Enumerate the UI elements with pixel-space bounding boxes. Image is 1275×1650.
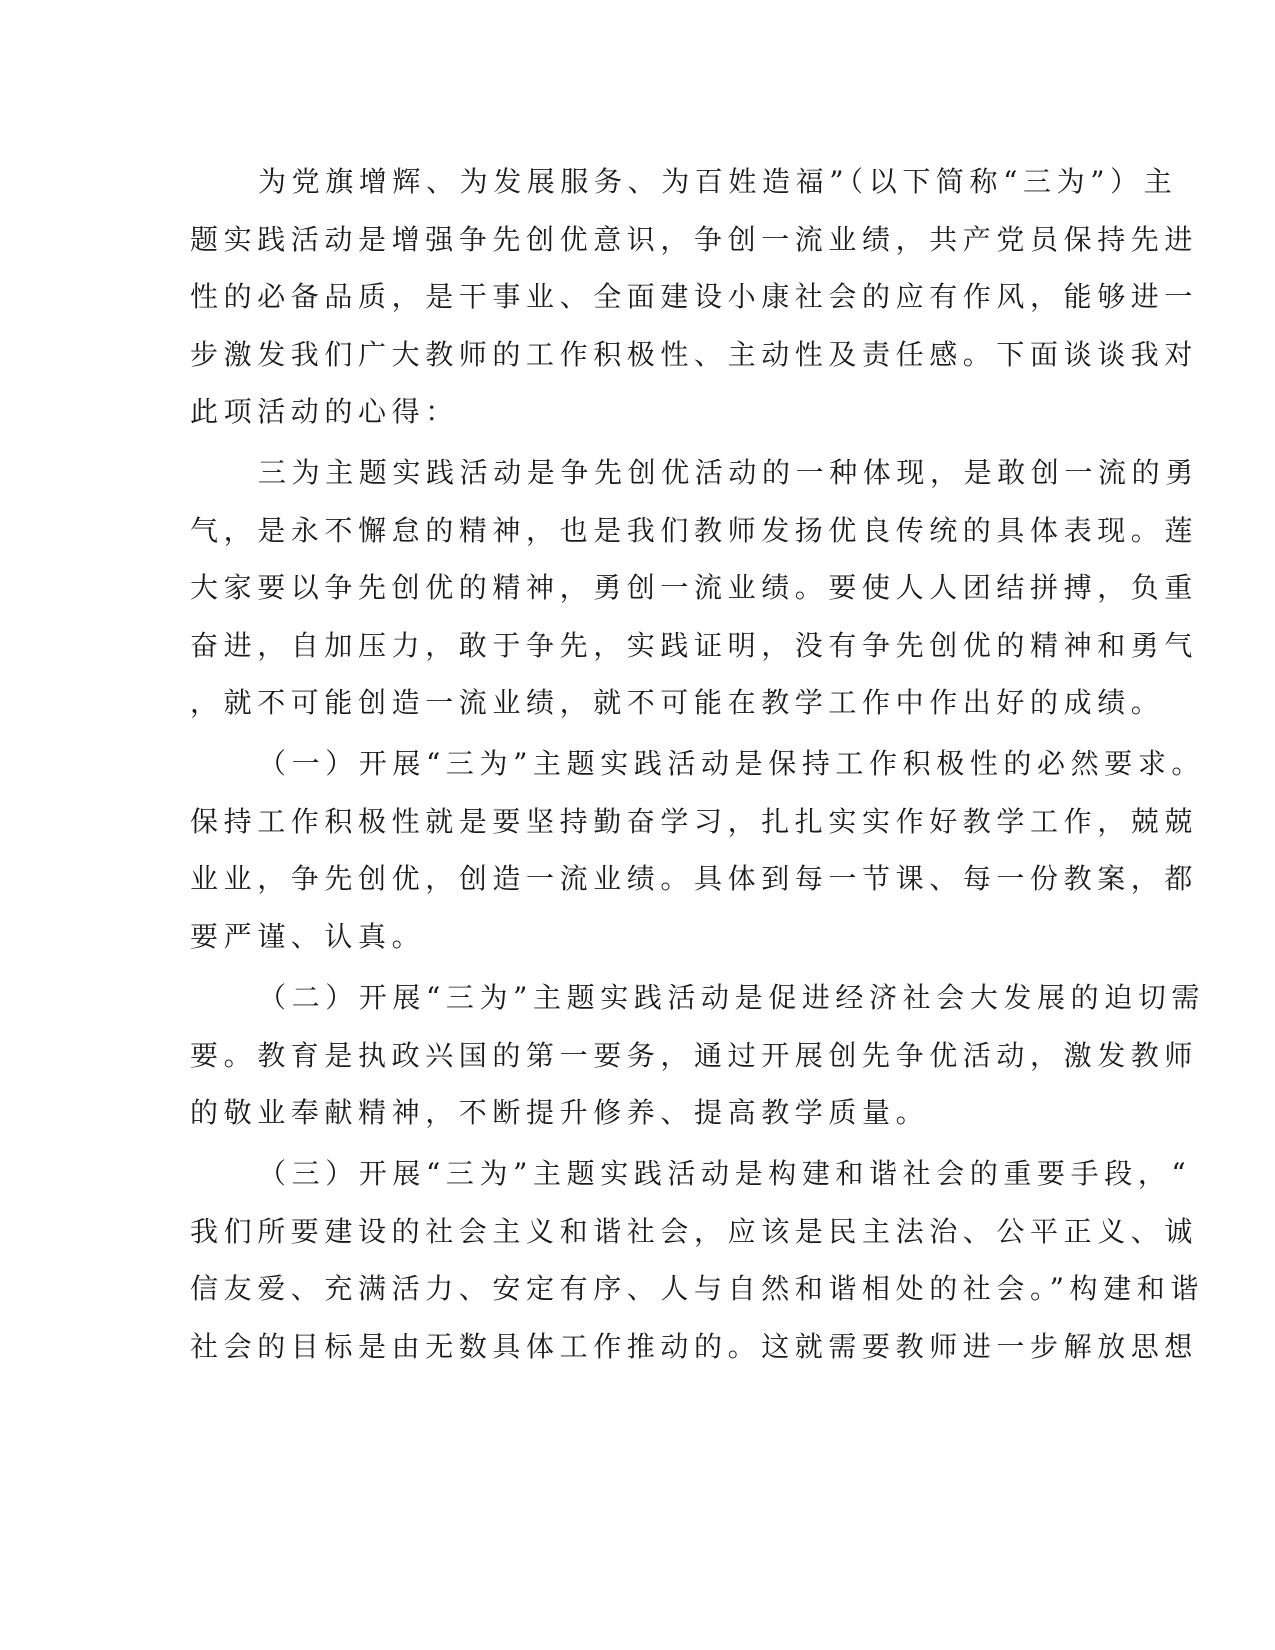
text-line: 步激发我们广大教师的工作积极性、主动性及责任感。下面谈谈我对 (190, 338, 1199, 371)
text-line: 要。教育是执政兴国的第一要务，通过开展创先争优活动，激发教师 (190, 1039, 1199, 1072)
text-line: 奋进，自加压力，敢于争先，实践证明，没有争先创优的精神和勇气 (190, 629, 1199, 662)
text-line: （一）开展“三为”主题实践活动是保持工作积极性的必然要求。 (258, 747, 1206, 780)
text-line: 要严谨、认真。 (190, 920, 426, 953)
text-line: 题实践活动是增强争先创优意识，争创一流业绩，共产党员保持先进 (190, 223, 1199, 256)
text-line: 性的必备品质，是干事业、全面建设小康社会的应有作风，能够进一 (190, 280, 1199, 313)
text-line: 我们所要建设的社会主义和谐社会，应该是民主法治、公平正义、诚 (190, 1215, 1199, 1248)
text-line: 社会的目标是由无数具体工作推动的。这就需要教师进一步解放思想 (190, 1330, 1199, 1363)
text-line: 三为主题实践活动是争先创优活动的一种体现，是敢创一流的勇 (258, 456, 1199, 489)
text-line: 此项活动的心得： (190, 395, 459, 428)
text-line: 业业，争先创优，创造一流业绩。具体到每一节课、每一份教案，都 (190, 862, 1199, 895)
text-line: 气，是永不懈怠的精神，也是我们教师发扬优良传统的具体表现。莲 (190, 514, 1199, 547)
text-line: 的敬业奉献精神，不断提升修养、提高教学质量。 (190, 1096, 930, 1129)
text-line: 大家要以争先创优的精神，勇创一流业绩。要使人人团结拼搏，负重 (190, 571, 1199, 604)
text-line: ，就不可能创造一流业绩，就不可能在教学工作中作出好的成绩。 (190, 686, 1165, 719)
text-line: （二）开展“三为”主题实践活动是促进经济社会大发展的迫切需 (258, 981, 1206, 1014)
text-line: 信友爱、充满活力、安定有序、人与自然和谐相处的社会。”构建和谐 (190, 1272, 1204, 1305)
text-line: 保持工作积极性就是要坚持勤奋学习，扎扎实实作好教学工作，兢兢 (190, 805, 1199, 838)
text-line: 为党旗增辉、为发展服务、为百姓造福”（以下简称“三为”）主 (258, 165, 1178, 198)
text-line: （三）开展“三为”主题实践活动是构建和谐社会的重要手段，“ (258, 1157, 1192, 1190)
